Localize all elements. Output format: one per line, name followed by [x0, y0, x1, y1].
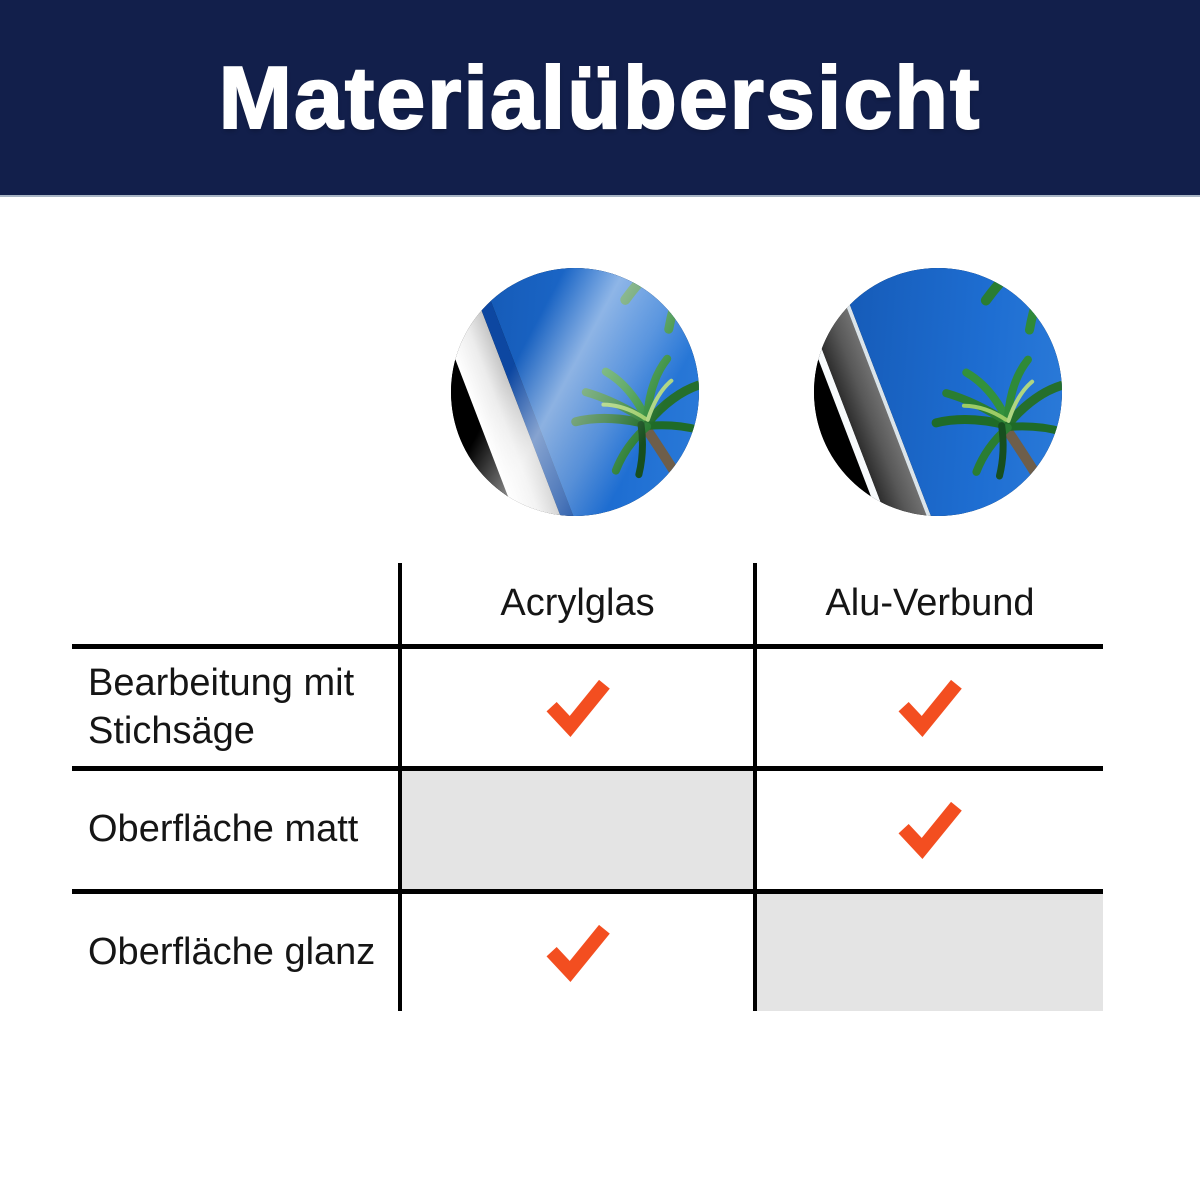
- acrylglas-tilted-print: [451, 268, 699, 516]
- cell-stichsaege-acrylglas: [398, 644, 753, 766]
- table-corner-empty: [72, 563, 398, 644]
- material-comparison-table: [72, 563, 1103, 1011]
- row-label-stichsaege: Bearbeitung mit Stichsäge: [72, 644, 398, 766]
- check-icon: [545, 918, 611, 988]
- row-label-glanz: Oberfläche glanz: [72, 889, 398, 1011]
- check-icon: [897, 795, 963, 865]
- cell-glanz-alu-verbund: [753, 889, 1103, 1011]
- column-header-acrylglas: Acrylglas: [398, 563, 753, 644]
- alu-verbund-tilted-print: [814, 268, 1062, 516]
- check-icon: [897, 673, 963, 743]
- row-label-matt: Oberfläche matt: [72, 766, 398, 889]
- title-banner: [0, 0, 1200, 197]
- check-icon: [545, 673, 611, 743]
- cell-glanz-acrylglas: [398, 889, 753, 1011]
- alu-verbund-sample-photo: [814, 268, 1062, 516]
- cell-matt-alu-verbund: [753, 766, 1103, 889]
- column-header-alu-verbund: Alu-Verbund: [753, 563, 1103, 644]
- acrylglas-sample-photo: [451, 268, 699, 516]
- page-title: Materialübersicht: [218, 47, 982, 147]
- cell-stichsaege-alu-verbund: [753, 644, 1103, 766]
- cell-matt-acrylglas: [398, 766, 753, 889]
